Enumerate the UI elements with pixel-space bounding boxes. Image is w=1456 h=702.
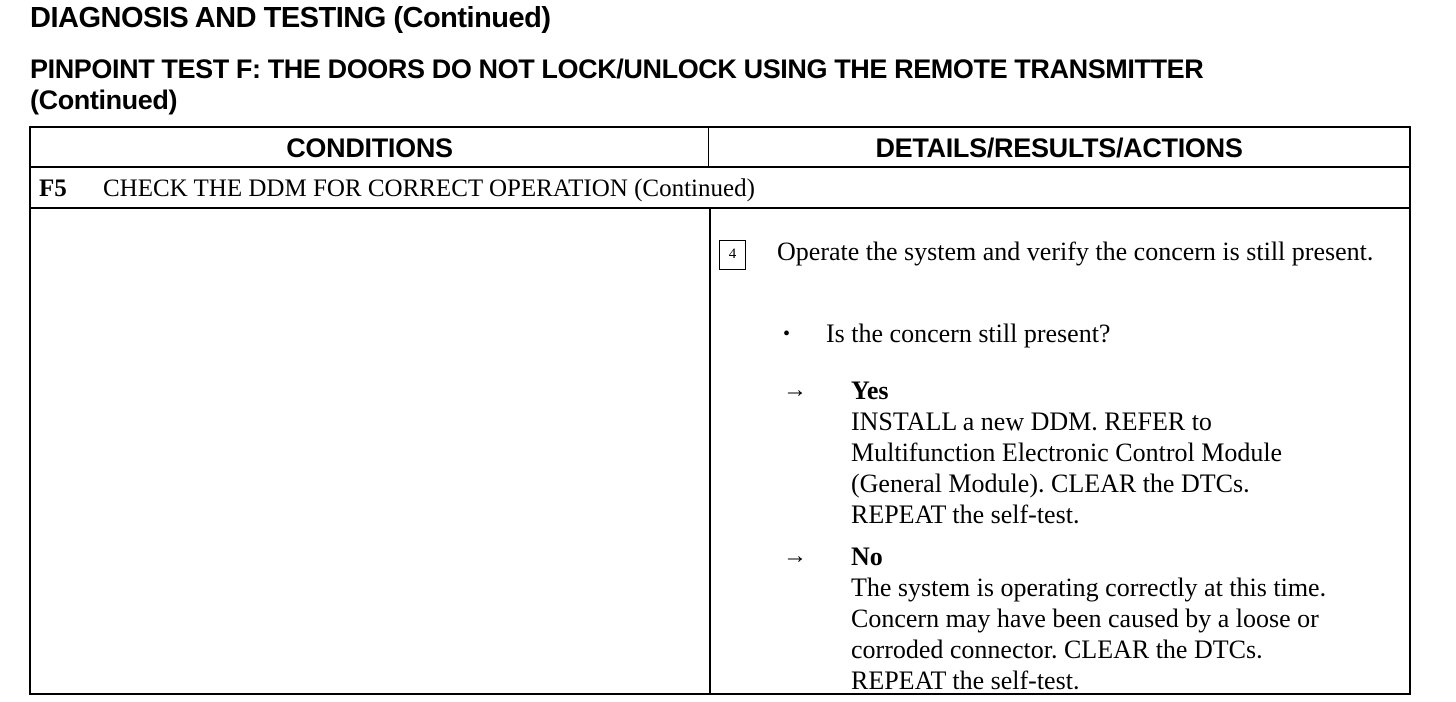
step-row (39, 170, 755, 206)
no-label: No (851, 542, 883, 571)
no-action-line: The system is operating correctly at this time. (851, 573, 1327, 602)
right-arrow-icon: → (783, 543, 807, 569)
conditions-header: CONDITIONS (286, 133, 453, 163)
yes-action-line: REPEAT the self-test. (851, 500, 1080, 529)
question-item (783, 318, 1110, 350)
column-divider-body (709, 208, 711, 693)
details-header: DETAILS/RESULTS/ACTIONS (875, 133, 1243, 163)
no-action-line: corroded connector. CLEAR the DTCs. (851, 635, 1263, 664)
step-id: F5 (39, 175, 67, 202)
column-divider-header (708, 128, 709, 168)
instruction-text: Operate the system and verify the concern is still present. (777, 237, 1374, 266)
bullet-icon: • (783, 323, 791, 345)
question-text: Is the concern still present? (826, 319, 1111, 348)
no-option-body (851, 541, 1411, 696)
test-title-continued: (Continued) (30, 85, 178, 115)
yes-action-line: (General Module). CLEAR the DTCs. (851, 469, 1250, 498)
pinpoint-test-table (29, 126, 1411, 695)
step-title: CHECK THE DDM FOR CORRECT OPERATION (Continued) (103, 175, 755, 202)
no-action-line: REPEAT the self-test. (851, 666, 1080, 695)
yes-option-body (851, 375, 1411, 530)
yes-label: Yes (851, 376, 889, 405)
test-title-line: PINPOINT TEST F: THE DOORS DO NOT LOCK/UNLOCK USING THE REMOTE TRANSMITTER (30, 54, 1204, 84)
no-action-line: Concern may have been caused by a loose or (851, 604, 1319, 633)
right-arrow-icon: → (783, 377, 807, 403)
header-divider (31, 166, 1409, 168)
yes-action-line: INSTALL a new DDM. REFER to (851, 407, 1212, 436)
test-title (30, 54, 1430, 116)
yes-action-line: Multifunction Electronic Control Module (851, 438, 1283, 467)
step-divider (31, 207, 1409, 209)
step-number-box: 4 (719, 240, 746, 270)
page-heading: DIAGNOSIS AND TESTING (Continued) (30, 2, 551, 34)
